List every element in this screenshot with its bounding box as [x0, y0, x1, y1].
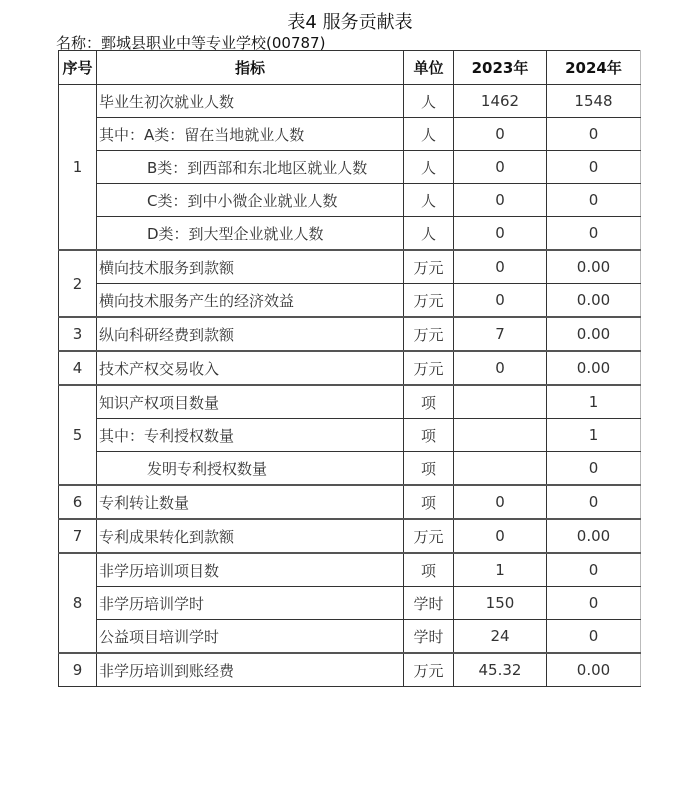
- value-2024: 0: [547, 620, 641, 654]
- indicator-cell: 技术产权交易收入: [97, 351, 404, 385]
- table-row: [59, 419, 641, 452]
- indicator-cell: 毕业生初次就业人数: [97, 85, 404, 118]
- table-title: 表4 服务贡献表: [287, 12, 413, 33]
- value-2023: 0: [454, 284, 547, 318]
- unit-cell: 万元: [404, 351, 454, 385]
- seq-cell: 4: [59, 351, 97, 385]
- table-row: [59, 653, 641, 687]
- value-2023: 150: [454, 587, 547, 620]
- unit-cell: 项: [404, 553, 454, 587]
- table-row: [59, 85, 641, 118]
- value-2023: 0: [454, 485, 547, 519]
- table-row: [59, 317, 641, 351]
- unit-cell: 人: [404, 184, 454, 217]
- indicator-cell: 专利成果转化到款额: [97, 519, 404, 553]
- table-row: [59, 351, 641, 385]
- header-2024: 2024年: [547, 51, 641, 85]
- unit-cell: 学时: [404, 620, 454, 654]
- seq-cell: 8: [59, 553, 97, 653]
- seq-cell: 1: [59, 85, 97, 251]
- value-2024: 0.00: [547, 519, 641, 553]
- header-seq: 序号: [59, 51, 97, 85]
- unit-cell: 项: [404, 419, 454, 452]
- value-2023: 1: [454, 553, 547, 587]
- value-2024: 0: [547, 485, 641, 519]
- indicator-cell: 非学历培训到账经费: [97, 653, 404, 687]
- table-row: [59, 118, 641, 151]
- seq-cell: 7: [59, 519, 97, 553]
- indicator-cell: 公益项目培训学时: [97, 620, 404, 654]
- header-2023: 2023年: [454, 51, 547, 85]
- value-2024: 0.00: [547, 351, 641, 385]
- indicator-cell: 横向技术服务到款额: [97, 250, 404, 284]
- table-row: [59, 250, 641, 284]
- indicator-cell: 非学历培训学时: [97, 587, 404, 620]
- value-2024: 0: [547, 217, 641, 251]
- header-row: [59, 51, 641, 85]
- table-row: [59, 452, 641, 486]
- value-2024: 0: [547, 452, 641, 486]
- value-2024: 0: [547, 184, 641, 217]
- value-2023: 0: [454, 151, 547, 184]
- seq-cell: 6: [59, 485, 97, 519]
- header-unit: 单位: [404, 51, 454, 85]
- unit-cell: 人: [404, 85, 454, 118]
- value-2024: 0.00: [547, 284, 641, 318]
- unit-cell: 项: [404, 485, 454, 519]
- unit-cell: 项: [404, 385, 454, 419]
- value-2024: 0.00: [547, 250, 641, 284]
- value-2024: 1548: [547, 85, 641, 118]
- indicator-cell: 发明专利授权数量: [97, 452, 404, 486]
- table-row: [59, 553, 641, 587]
- unit-cell: 万元: [404, 284, 454, 318]
- value-2024: 0.00: [547, 317, 641, 351]
- value-2024: 1: [547, 419, 641, 452]
- organization-name: 名称：鄄城县职业中等专业学校(00787): [56, 34, 326, 52]
- table-row: [59, 217, 641, 251]
- table-row: [59, 587, 641, 620]
- value-2024: 0: [547, 587, 641, 620]
- unit-cell: 人: [404, 217, 454, 251]
- value-2023: 45.32: [454, 653, 547, 687]
- unit-cell: 万元: [404, 519, 454, 553]
- indicator-cell: 专利转让数量: [97, 485, 404, 519]
- value-2023: 24: [454, 620, 547, 654]
- indicator-cell: 横向技术服务产生的经济效益: [97, 284, 404, 318]
- value-2023: 0: [454, 250, 547, 284]
- table-row: [59, 620, 641, 654]
- table-row: [59, 151, 641, 184]
- unit-cell: 万元: [404, 653, 454, 687]
- indicator-cell: 纵向科研经费到款额: [97, 317, 404, 351]
- value-2024: 0.00: [547, 653, 641, 687]
- value-2024: 1: [547, 385, 641, 419]
- value-2023: [454, 385, 547, 419]
- table-row: [59, 519, 641, 553]
- indicator-cell: C类：到中小微企业就业人数: [97, 184, 404, 217]
- unit-cell: 万元: [404, 250, 454, 284]
- indicator-cell: 其中：专利授权数量: [97, 419, 404, 452]
- value-2023: 0: [454, 519, 547, 553]
- value-2024: 0: [547, 553, 641, 587]
- value-2023: [454, 452, 547, 486]
- seq-cell: 5: [59, 385, 97, 485]
- unit-cell: 万元: [404, 317, 454, 351]
- value-2023: 7: [454, 317, 547, 351]
- unit-cell: 人: [404, 118, 454, 151]
- indicator-cell: D类：到大型企业就业人数: [97, 217, 404, 251]
- value-2023: 0: [454, 184, 547, 217]
- indicator-cell: 其中：A类：留在当地就业人数: [97, 118, 404, 151]
- value-2023: 0: [454, 217, 547, 251]
- value-2024: 0: [547, 118, 641, 151]
- header-indicator: 指标: [97, 51, 404, 85]
- table-row: [59, 184, 641, 217]
- table-row: [59, 385, 641, 419]
- value-2024: 0: [547, 151, 641, 184]
- value-2023: 1462: [454, 85, 547, 118]
- table-row: [59, 485, 641, 519]
- seq-cell: 2: [59, 250, 97, 317]
- unit-cell: 人: [404, 151, 454, 184]
- unit-cell: 学时: [404, 587, 454, 620]
- indicator-cell: 知识产权项目数量: [97, 385, 404, 419]
- value-2023: 0: [454, 118, 547, 151]
- seq-cell: 3: [59, 317, 97, 351]
- indicator-cell: 非学历培训项目数: [97, 553, 404, 587]
- table-row: [59, 284, 641, 318]
- seq-cell: 9: [59, 653, 97, 687]
- value-2023: 0: [454, 351, 547, 385]
- value-2023: [454, 419, 547, 452]
- service-contribution-table: [58, 50, 641, 687]
- unit-cell: 项: [404, 452, 454, 486]
- indicator-cell: B类：到西部和东北地区就业人数: [97, 151, 404, 184]
